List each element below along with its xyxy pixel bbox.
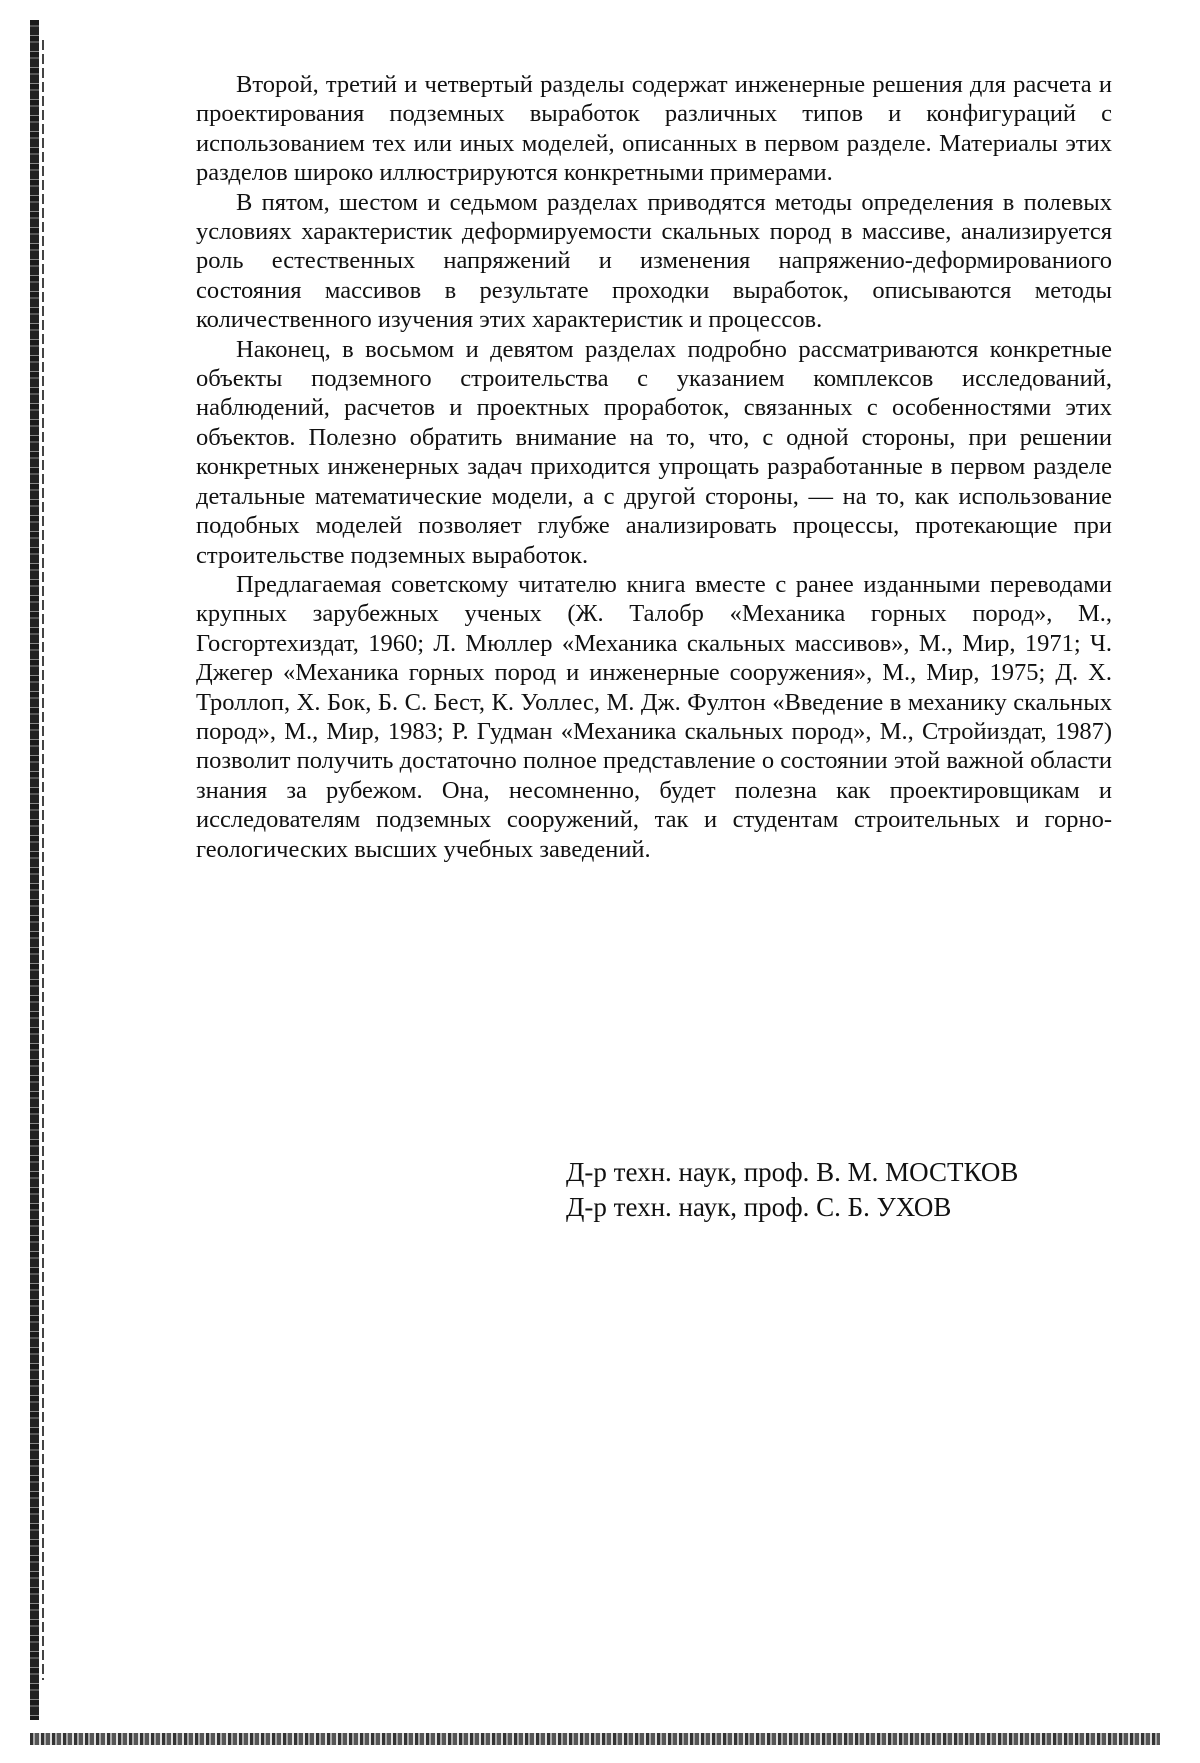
paragraph-4: Предлагаемая советскому читателю книга вместе с ранее изданными переводами крупных зарубежных ученых (Ж. Талобр «Механика горных пород», М., Госгортехиздат, 1960; Л. Мюллер «Механика скальных массивов», М., Мир, 1971; Ч. Джегер «Механика горных пород и инженерные сооружения», М., Мир, 1975; Д. Х. Троллоп, Х. Бок, Б. С. Бест, К. Уоллес, М. Дж. Фултон «Введение в механику скальных пород», М., Мир, 1983; Р. Гудман «Механика скальных пород», М., Стройиздат, 1987) позволит получить достаточно полное представление о состоянии этой важной области знания за рубежом. Она, несомненно, будет полезна как проектировщикам и исследователям подземных сооружений, так и студентам строительных и горно-геологических высших учебных заведений. bbox=[196, 570, 1112, 863]
scan-bottom-edge bbox=[30, 1733, 1160, 1745]
paragraph-2: В пятом, шестом и седьмом разделах приводятся методы определения в полевых условиях характеристик деформируемости скальных пород в массиве, анализируется роль естественных напряжений и изменения напряженио-деформированиого состояния массивов в результате проходки выработок, описываются методы количественного изучения этих характеристик и процессов. bbox=[196, 188, 1112, 334]
paragraph-3: Наконец, в восьмом и девятом разделах подробно рассматриваются конкретные объекты подземного строительства с указанием комплексов исследований, наблюдений, расчетов и проектных проработок, связанных с особенностями этих объектов. Полезно обратить внимание на то, что, с одной стороны, при решении конкретных инженерных задач приходится упрощать разработанные в первом разделе детальные математические модели, а с другой стороны, — на то, как использование подобных моделей позволяет глубже анализировать процессы, протекающие при строительстве подземных выработок. bbox=[196, 335, 1112, 569]
signature-block bbox=[566, 1155, 1126, 1225]
scan-binding-edge bbox=[30, 20, 39, 1720]
scan-binding-shadow bbox=[42, 40, 44, 1680]
paragraph-1: Второй, третий и четвертый разделы содержат инженерные решения для расчета и проектирования подземных выработок различных типов и конфигураций с использованием тех или иных моделей, описанных в первом разделе. Материалы этих разделов широко иллюстрируются конкретными примерами. bbox=[196, 71, 1112, 187]
body-text bbox=[196, 70, 1112, 864]
signature-mostkov: Д-р техн. наук, проф. В. М. МОСТКОВ bbox=[566, 1157, 1019, 1187]
signature-ukhov: Д-р техн. наук, проф. С. Б. УХОВ bbox=[566, 1192, 952, 1222]
